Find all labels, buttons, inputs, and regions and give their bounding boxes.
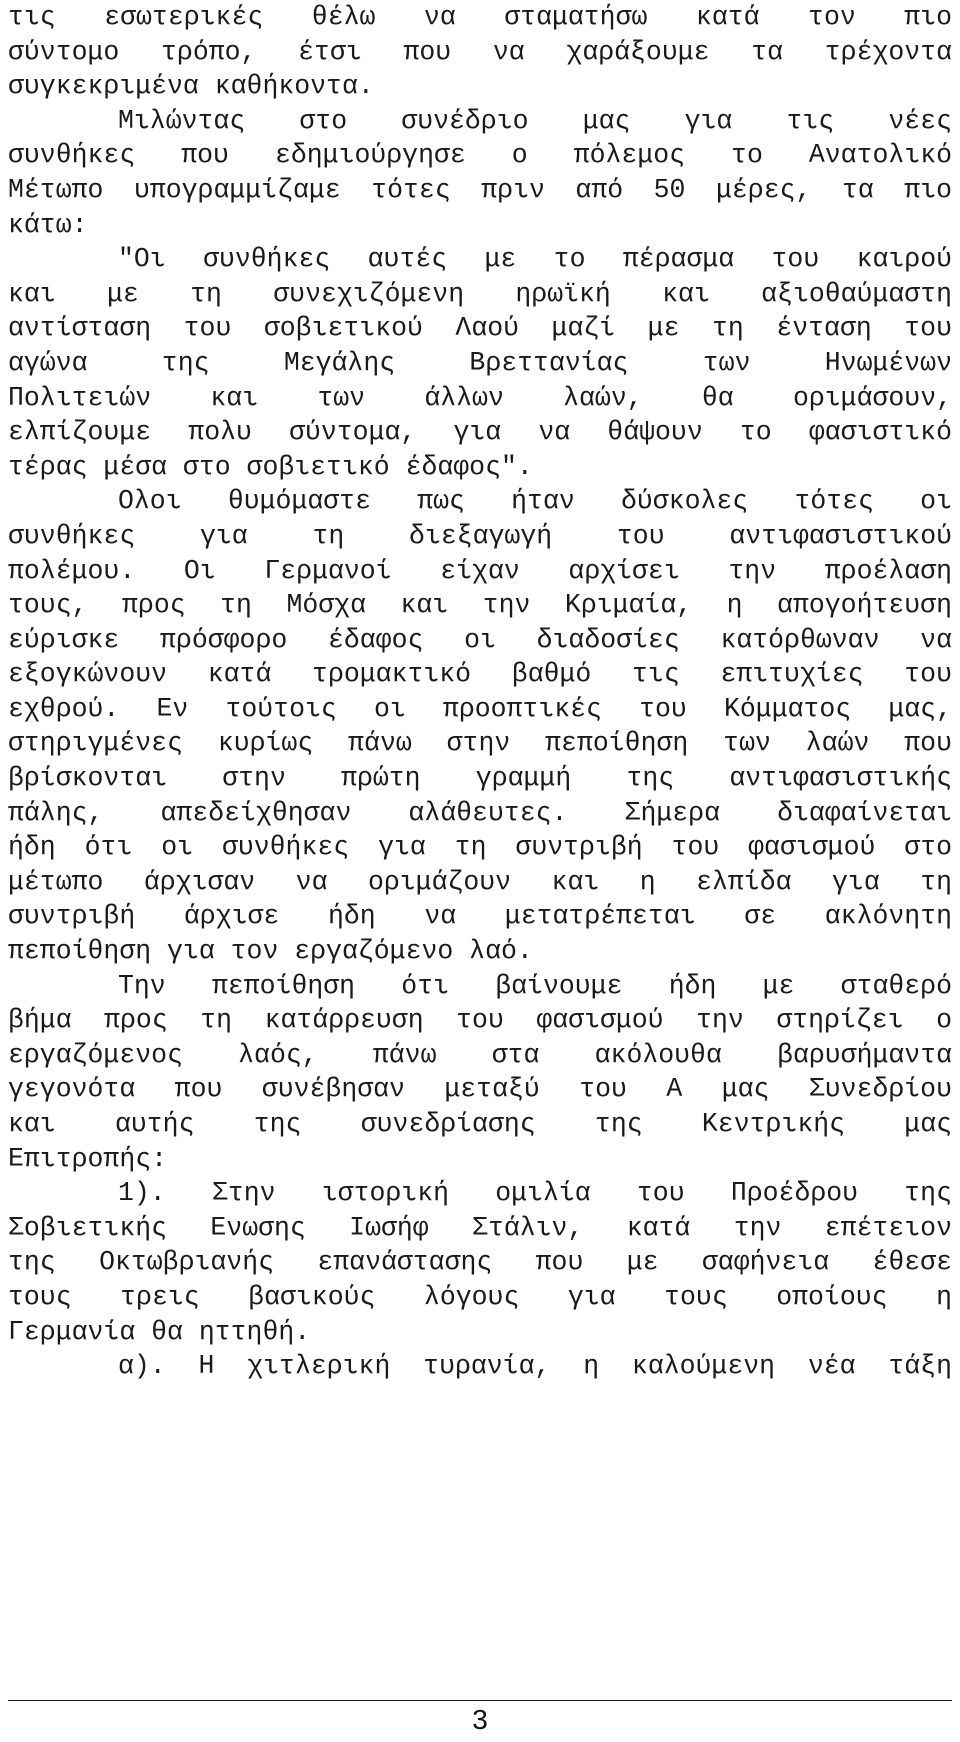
- text-line: τους, προς τη Μόσχα και την Κριμαία, η απογοήτευση: [8, 590, 952, 621]
- text-line: εχθρού. Εν τούτοις οι προοπτικές του Κόμματος μας,: [8, 693, 952, 724]
- text-line: Πολιτειών και των άλλων λαών, θα οριμάσουν,: [8, 382, 952, 413]
- document-body: [8, 0, 952, 1384]
- text-line: και με τη συνεχιζόμενη ηρωϊκή και αξιοθαύμαστη: [8, 278, 952, 309]
- text-line: γεγονότα που συνέβησαν μεταξύ του Α μας Συνεδρίου: [8, 1074, 952, 1105]
- text-line: εξογκώνουν κατά τρομακτικό βαθμό τις επιτυχίες του: [8, 659, 952, 690]
- text-line: βρίσκονται στην πρώτη γραμμή της αντιφασιστικής: [8, 763, 952, 794]
- footer-divider: [8, 1700, 952, 1701]
- text-line: τους τρεις βασικούς λόγους για τους οποίους η: [8, 1281, 952, 1312]
- text-line: 1). Στην ιστορική ομιλία του Προέδρου της: [118, 1178, 952, 1209]
- text-line: "Οι συνθήκες αυτές με το πέρασμα του καιρού: [118, 244, 952, 275]
- text-line: πεποίθηση για τον εργαζόμενο λαό.: [8, 936, 533, 967]
- text-line: και αυτής της συνεδρίασης της Κεντρικής μας: [8, 1109, 952, 1139]
- text-line: στηριγμένες κυρίως πάνω στην πεποίθηση των λαών που: [8, 728, 952, 759]
- text-line: ελπίζουμε πολυ σύντομα, για να θάψουν το φασιστικό: [8, 417, 952, 448]
- text-line: συνθήκες που εδημιούργησε ο πόλεμος το Ανατολικό: [8, 140, 952, 171]
- text-line: α). Η χιτλερική τυρανία, η καλούμενη νέα τάξη: [118, 1351, 952, 1382]
- text-line: τέρας μέσα στο σοβιετικό έδαφος".: [8, 451, 533, 482]
- text-line: βήμα προς τη κατάρρευση του φασισμού την στηρίζει ο: [8, 1005, 952, 1036]
- text-line: εύρισκε πρόσφορο έδαφος οι διαδοσίες κατόρθωναν να: [8, 624, 952, 655]
- text-line: Ολοι θυμόμαστε πως ήταν δύσκολες τότες οι: [118, 486, 952, 517]
- text-line: σύντομο τρόπο, έτσι που να χαράξουμε τα τρέχοντα: [8, 36, 952, 67]
- text-line: κάτω:: [8, 209, 88, 240]
- text-line: Την πεποίθηση ότι βαίνουμε ήδη με σταθερό: [118, 970, 952, 1001]
- text-line: της Οκτωβριανής επανάστασης που με σαφήνεια έθεσε: [8, 1247, 952, 1278]
- text-line: συγκεκριμένα καθήκοντα.: [8, 71, 374, 102]
- page-number: 3: [472, 1704, 488, 1735]
- text-line: Επιτροπής:: [8, 1143, 168, 1174]
- text-line: Μιλώντας στο συνέδριο μας για τις νέες: [118, 105, 952, 136]
- text-line: πολέμου. Οι Γερμανοί είχαν αρχίσει την προέλαση: [8, 555, 952, 586]
- text-line: Μέτωπο υπογραμμίζαμε τότες πριν από 50 μέρες, τα πιο: [8, 174, 952, 205]
- text-line: εργαζόμενος λαός, πάνω στα ακόλουθα βαρυσήμαντα: [8, 1039, 952, 1070]
- text-line: πάλης, απεδείχθησαν αλάθευτες. Σήμερα διαφαίνεται: [8, 797, 952, 828]
- text-line: τις εσωτερικές θέλω να σταματήσω κατά τον πιο: [8, 2, 952, 32]
- text-line: συνθήκες για τη διεξαγωγή του αντιφασιστικού: [8, 520, 952, 551]
- text-line: ήδη ότι οι συνθήκες για τη συντριβή του φασισμού στο: [8, 832, 952, 863]
- text-line: Γερμανία θα ηττηθή.: [8, 1316, 311, 1347]
- text-line: αγώνα της Μεγάλης Βρεττανίας των Ηνωμένων: [8, 347, 952, 378]
- text-line: Σοβιετικής Ενωσης Ιωσήφ Στάλιν, κατά την επέτειον: [8, 1212, 952, 1243]
- text-line: συντριβή άρχισε ήδη να μετατρέπεται σε ακλόνητη: [8, 901, 952, 932]
- text-line: μέτωπο άρχισαν να οριμάζουν και η ελπίδα για τη: [8, 866, 952, 897]
- text-line: αντίσταση του σοβιετικού Λαού μαζί με τη ένταση του: [8, 313, 952, 344]
